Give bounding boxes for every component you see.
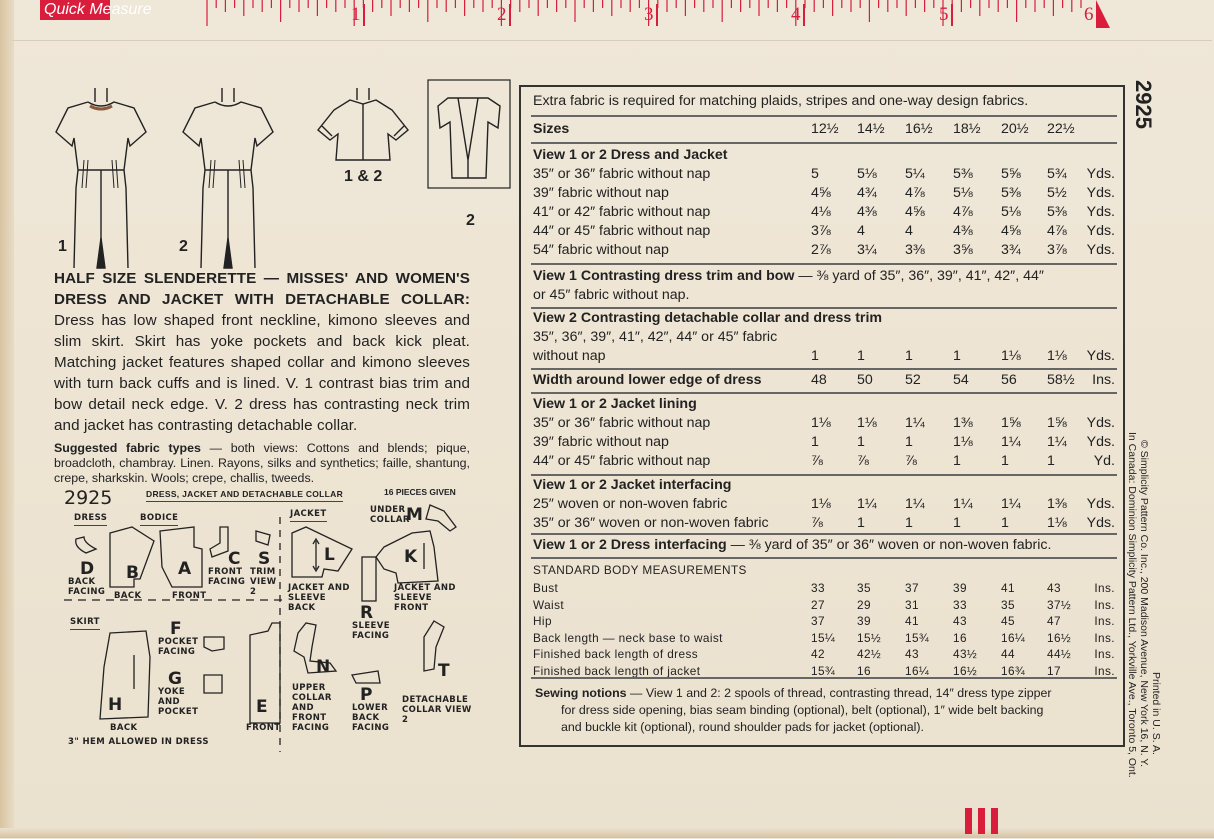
divider [531, 474, 1117, 476]
pattern-description [54, 268, 470, 436]
row-label: 39″ fabric without nap [533, 434, 669, 450]
piece-name-R: SLEEVE FACING [352, 621, 390, 641]
cell-value: 1¼ [1001, 496, 1021, 512]
cell-value: 3⅝ [953, 242, 973, 258]
row-label: Waist [533, 597, 565, 612]
unit: Ins. [1094, 647, 1115, 661]
cell-value: 1⅛ [1047, 348, 1067, 364]
cell-value: 4⅝ [811, 185, 831, 201]
cell-value: 4⅜ [857, 204, 877, 220]
piece-name-G: YOKE AND POCKET [158, 687, 199, 717]
piece-letter-S: S [258, 549, 271, 569]
row-label: 35″ or 36″ fabric without nap [533, 166, 711, 182]
cell-value: 33 [811, 581, 825, 595]
garment-illustrations [50, 88, 510, 268]
cell-value: 5⅜ [1047, 204, 1067, 220]
piece-letter-M: M [406, 505, 423, 525]
row-label: 35″ or 36″ fabric without nap [533, 415, 711, 431]
cell-value: 39 [857, 614, 871, 628]
cell-value: 1⅛ [811, 496, 831, 512]
cell-value: 4⅛ [811, 204, 831, 220]
cell-value: ⅞ [857, 453, 869, 469]
cell-value: 5⅛ [1001, 204, 1021, 220]
divider [531, 392, 1117, 394]
piece-letter-P: P [360, 685, 373, 705]
cell-value: 35 [1001, 597, 1015, 612]
cell-value: 1¼ [1047, 434, 1067, 450]
cell-value: 17 [1047, 663, 1061, 678]
cell-value: 5⅛ [953, 185, 973, 201]
cell-value: 15½ [857, 630, 882, 645]
unit: Yds. [1086, 242, 1115, 258]
row-label: 54″ fabric without nap [533, 242, 669, 258]
unit: Ins. [1094, 663, 1115, 678]
piece-name-S: TRIM VIEW 2 [250, 567, 277, 597]
canada-line: In Canada: Dominion Simplicity Pattern Ltd., Yorkville Ave., Toronto 5, Ont. [1126, 432, 1138, 778]
row-label: 25″ woven or non-woven fabric [533, 496, 728, 512]
cell-value: 37 [811, 614, 825, 628]
divider [531, 142, 1117, 144]
cell-value: 44 [1001, 647, 1015, 661]
piece-name-E: FRONT [246, 723, 281, 733]
piece-letter-T: T [438, 661, 450, 681]
fold-line [12, 40, 1212, 41]
cell-value: 1⅛ [1001, 348, 1021, 364]
cell-value: 43 [1047, 581, 1061, 595]
side-pattern-number: 2925 [1131, 80, 1156, 129]
pieces-title: DRESS, JACKET AND DETACHABLE COLLAR [146, 489, 343, 502]
row-label: Finished back length of dress [533, 647, 699, 661]
row-label: 39″ fabric without nap [533, 185, 669, 201]
piece-letter-C: C [228, 549, 241, 569]
cell-value: 4 [857, 223, 865, 239]
view-label-2: 2 [179, 238, 188, 255]
heading-text: View 1 or 2 Jacket interfacing [533, 477, 732, 493]
cell-value: 1⅛ [811, 415, 831, 431]
cell-value: 15¾ [811, 663, 836, 678]
cell-value: 37½ [1047, 597, 1072, 612]
section-jacket: JACKET [290, 509, 327, 522]
section-dress: DRESS [74, 513, 107, 526]
piece-name-M: UNDER COLLAR [370, 505, 410, 525]
jacket-illustration [318, 88, 408, 160]
size-col: 18½ [953, 121, 981, 137]
divider [531, 263, 1117, 265]
cell-value: 41 [1001, 581, 1015, 595]
unit: Yds. [1086, 223, 1115, 239]
pieces-count: 16 PIECES GIVEN [384, 487, 456, 497]
unit: Yds. [1086, 204, 1115, 220]
pattern-pieces-diagram [54, 487, 494, 757]
piece-name-F: POCKET FACING [158, 637, 199, 657]
piece-letter-R: R [360, 603, 374, 623]
cell-value: 47 [1047, 614, 1061, 628]
cell-value: 4 [905, 223, 913, 239]
unit: Yds. [1086, 496, 1115, 512]
cell-value: ⅞ [811, 515, 823, 531]
cell-value: 4¾ [857, 185, 877, 201]
cell-value: 2⅞ [811, 242, 831, 258]
piece-letter-L: L [324, 545, 335, 565]
cell-value: 1 [953, 348, 961, 364]
cell-value: 16¼ [905, 663, 930, 678]
cell-value: 41 [905, 614, 919, 628]
cell-value: 1⅛ [857, 415, 877, 431]
piece-name-P: LOWER BACK FACING [352, 703, 390, 733]
ruler-ticks [0, 0, 1214, 30]
ruler-number-4: 4 [791, 4, 801, 25]
cell-value: 1⅛ [1047, 515, 1067, 531]
pattern-title: HALF SIZE SLENDERETTE — MISSES' AND WOMEN'S DRESS AND JACKET WITH DETACHABLE COLLAR: [54, 270, 470, 308]
view-label-1: 1 [58, 238, 67, 255]
cell-value: 43 [953, 614, 967, 628]
cell-value: 1¼ [857, 496, 877, 512]
piece-letter-B: B [126, 563, 139, 583]
piece-name-D: BACK FACING [68, 577, 106, 597]
suggested-fabrics-text: — both views: Cottons and blends; pique, broadcloth, chambray. Linen. Rayons, silks and synthetics; faille, shantung, crepe, sharkskin. Wools; crepe, challis, tweeds. [54, 441, 470, 485]
yardage-chart: Extra fabric is required for matching plaids, stripes and one-way design fabrics. Sizes 12½ 14½ 16½ 18½ 20½ 22½ View 1 or 2 Dress and Jacket 35″ or 36″ fabric without nap 5 5⅛ 5¼ 5⅜ 5⅝ 5¾ Yds. 39″ fabric without nap 4⅝ 4¾ 4⅞ 5⅛ 5⅜ 5½ Yds. 41″ or 42″ fabric without nap 4⅛ 4⅜ 4⅝ 4⅞ 5⅛ 5⅜ Yds. 44″ or 45″ fabric without nap 3⅞ 4 4 4⅜ 4⅝ 4⅞ Yds. 54″ fabric without nap 2⅞ 3¼ 3⅜ 3⅝ 3¾ 3⅞ Yds. View 1 Contrasting dress trim and bow — ⅜ yard of 35″, 36″, 39″, 41″, 42″, 44″ or 45″ fabric without nap. View 2 Contrasting detachable collar and dress trim 35″, 36″, 39″, 41″, 42″, 44″ or 45″ fabric without nap 1 1 1 1 1⅛ 1⅛ Yds. Width around lower edge of dress 48 50 52 54 56 58½ Ins. View 1 or 2 Jacket lining 35″ or 36″ fabric without nap 1⅛ 1⅛ 1¼ 1⅜ 1⅝ 1⅝ Yds. 39″ fabric without nap 1 1 1 1⅛ 1¼ 1¼ Yds. 44″ or 45″ fabric without nap ⅞ ⅞ ⅞ 1 1 1 Yd. View 1 or 2 Jacket interfacing 25″ woven or non-woven fabric 1⅛ 1¼ 1¼ 1¼ 1¼ 1⅜ Yds. 35″ or 36″ woven or non-woven fabric ⅞ 1 1 1 1 1⅛ Yds. View 1 or 2 Dress interfacing — ⅜ yard of 35″ or 36″ woven or non-woven fabric. STANDARD BODY MEASUREMENTS Bust 33 35 37 39 41 43 Ins. Waist 27 29 31 33 35 37½ Ins. Hip 37 39 41 43 45 47 Ins. Back length — neck base to waist 15¼ 15½ 15¾ 16 16¼ 16½ Ins. Finished back length of dress 42 42½ 43 43½ 44 44½ Ins. Finished back length of jacket 15¾ 16 16¼ 16½ 16¾ 17 Ins. Sewing notions — View 1 and 2: 2 spools of thread, contrasting thread, 14″ dress type zipper for dress side opening, bias seam binding (optional), belt (optional), 1″ wide belt backing and buckle kit (optional), round shoulder pads for jacket (optional). [519, 85, 1125, 747]
row-label: Bust [533, 581, 559, 595]
cell-value: 39 [953, 581, 967, 595]
row-label: 41″ or 42″ fabric without nap [533, 204, 711, 220]
cell-value: 1⅝ [1001, 415, 1021, 431]
unit: Ins. [1094, 597, 1115, 612]
cell-value: 52 [905, 372, 921, 388]
piece-name-B: BACK [114, 591, 142, 601]
cell-value: 1 [857, 348, 865, 364]
divider [531, 557, 1117, 559]
piece-letter-K: K [404, 547, 418, 567]
cell-value: 3¼ [857, 242, 877, 258]
piece-name-T: DETACHABLE COLLAR VIEW 2 [402, 695, 472, 725]
piece-letter-H: H [108, 695, 123, 715]
piece-letter-G: G [168, 669, 182, 689]
quick-measure-ruler [0, 0, 1214, 30]
row-label: Finished back length of jacket [533, 663, 701, 678]
cell-value: 3⅜ [905, 242, 925, 258]
cell-value: 4⅜ [953, 223, 973, 239]
divider [531, 677, 1117, 679]
ruler-number-5: 5 [939, 4, 949, 25]
piece-letter-E: E [256, 697, 268, 717]
red-index-marks [965, 808, 1004, 839]
unit: Ins. [1094, 630, 1115, 645]
cell-value: 1 [1047, 453, 1055, 469]
printed-in-usa: Printed in U. S. A. [1150, 672, 1162, 755]
cell-value: 1 [857, 434, 865, 450]
cell-value: 1⅜ [953, 415, 973, 431]
section-skirt: SKIRT [70, 617, 100, 630]
cell-value: 1 [905, 348, 913, 364]
size-col: 22½ [1047, 121, 1075, 137]
cell-value: 33 [953, 597, 967, 612]
heading-text: View 1 or 2 Dress and Jacket [533, 147, 728, 163]
cell-value: 4⅞ [953, 204, 973, 220]
row-label: 44″ or 45″ fabric without nap [533, 453, 711, 469]
section-bodice: BODICE [140, 513, 178, 526]
cell-value: 1¼ [905, 496, 925, 512]
cell-value: 3⅞ [1047, 242, 1067, 258]
cell-value: 16½ [953, 663, 978, 678]
cell-value: 56 [1001, 372, 1017, 388]
copyright-line: © Simplicity Pattern Co. Inc., 200 Madison Avenue, New York 16, N. Y. [1138, 440, 1150, 767]
piece-name-H: BACK [110, 723, 138, 733]
sewing-notions: Sewing notions — View 1 and 2: 2 spools of thread, contrasting thread, 14″ dress type zipper for dress side opening, bias seam binding (optional), belt (optional), 1″ wide belt backing and buckle kit (optional), round shoulder pads for jacket (optional). [535, 686, 1052, 734]
cell-value: 48 [811, 372, 827, 388]
cell-value: 27 [811, 597, 825, 612]
cell-value: 4⅞ [905, 185, 925, 201]
ruler-end-triangle-icon [1094, 0, 1114, 30]
cell-value: 1 [811, 348, 819, 364]
cell-value: 29 [857, 597, 871, 612]
piece-letter-F: F [170, 619, 182, 639]
cell-value: 58½ [1047, 372, 1075, 388]
cell-value: 5⅜ [953, 166, 973, 182]
divider [531, 307, 1117, 309]
cell-value: 5⅛ [857, 166, 877, 182]
cell-value: ⅞ [905, 453, 917, 469]
row-label: 44″ or 45″ fabric without nap [533, 223, 711, 239]
cell-value: 15¾ [905, 630, 930, 645]
cell-value: 5¾ [1047, 166, 1067, 182]
suggested-fabrics [54, 441, 470, 486]
cell-value: 42½ [857, 647, 882, 661]
cell-value: 45 [1001, 614, 1015, 628]
quick-measure-badge: Quick Measure [40, 0, 110, 20]
size-col: 14½ [857, 121, 885, 137]
ruler-number-3: 3 [644, 4, 654, 25]
worn-left-edge [0, 0, 14, 838]
cell-value: 37 [905, 581, 919, 595]
cell-value: 1¼ [905, 415, 925, 431]
cell-value: 43 [905, 647, 919, 661]
piece-name-A: FRONT [172, 591, 207, 601]
unit: Yds. [1086, 415, 1115, 431]
cell-value: 1⅛ [953, 434, 973, 450]
cell-value: ⅞ [811, 453, 823, 469]
piece-name-K: JACKET AND SLEEVE FRONT [394, 583, 456, 613]
piece-name-N: UPPER COLLAR AND FRONT FACING [292, 683, 332, 733]
size-col: 16½ [905, 121, 933, 137]
cell-value: 1 [953, 453, 961, 469]
unit: Yds. [1086, 166, 1115, 182]
unit: Yds. [1086, 348, 1115, 364]
ruler-number-6: 6 [1084, 4, 1094, 25]
hem-note: 3" HEM ALLOWED IN DRESS [68, 737, 209, 747]
cell-value: 42 [811, 647, 825, 661]
cell-value: 16¼ [1001, 630, 1026, 645]
cell-value: 1 [811, 434, 819, 450]
cell-value: 1 [905, 515, 913, 531]
pattern-number: 2925 [64, 487, 113, 509]
piece-letter-D: D [80, 559, 95, 579]
row-label: Hip [533, 614, 552, 628]
divider [531, 533, 1117, 535]
cell-value: 16¾ [1001, 663, 1026, 678]
cell-value: 4⅝ [905, 204, 925, 220]
cell-value: 1⅝ [1047, 415, 1067, 431]
unit: Yds. [1086, 434, 1115, 450]
unit: Ins. [1094, 581, 1115, 595]
cell-value: 1 [857, 515, 865, 531]
cell-value: 5¼ [905, 166, 925, 182]
cell-value: 5 [811, 166, 819, 182]
piece-name-L: JACKET AND SLEEVE BACK [288, 583, 350, 613]
dress-view-1-illustration [56, 88, 146, 268]
cell-value: 50 [857, 372, 873, 388]
heading-text: STANDARD BODY MEASUREMENTS [533, 563, 747, 577]
cell-value: 15¼ [811, 630, 836, 645]
pattern-description-body: Dress has low shaped front neckline, kimono sleeves and slim skirt. Skirt has yoke pockets and back kick pleat. Matching jacket features shaped collar and kimono sleeves with turn back cuffs and is lined. V. 1 contrast bias trim and bow detail neck edge. V. 2 dress has contrasting neck trim and jacket has contrasting detachable collar. [54, 312, 470, 434]
jacket-collar-view-2-illustration [428, 80, 510, 188]
cell-value: 4⅞ [1047, 223, 1067, 239]
cell-value: 16 [953, 630, 967, 645]
ruler-number-2: 2 [497, 4, 507, 25]
cell-value: 1⅜ [1047, 496, 1067, 512]
worn-bottom-edge [0, 828, 1214, 838]
unit: Yds. [1086, 515, 1115, 531]
cell-value: 3¾ [1001, 242, 1021, 258]
cell-value: 16 [857, 663, 871, 678]
cell-value: 31 [905, 597, 919, 612]
cell-value: 16½ [1047, 630, 1072, 645]
row-label: 35″ or 36″ woven or non-woven fabric [533, 515, 769, 531]
cell-value: 5⅜ [1001, 185, 1021, 201]
suggested-fabrics-label: Suggested fabric types [54, 441, 201, 455]
cell-value: 43½ [953, 647, 978, 661]
divider [531, 115, 1117, 117]
cell-value: 1 [905, 434, 913, 450]
cell-value: 4⅝ [1001, 223, 1021, 239]
cell-value: 1¼ [953, 496, 973, 512]
unit: Ins. [1092, 372, 1115, 388]
piece-letter-N: N [316, 657, 331, 677]
size-col: 12½ [811, 121, 839, 137]
cell-value: 1¼ [1001, 434, 1021, 450]
cell-value: 1 [1001, 453, 1009, 469]
cell-value: 35 [857, 581, 871, 595]
cell-value: 3⅞ [811, 223, 831, 239]
piece-name-C: FRONT FACING [208, 567, 246, 587]
dress-view-2-illustration [183, 88, 273, 268]
unit: Yd. [1093, 453, 1115, 469]
unit: Ins. [1094, 614, 1115, 628]
cell-value: 54 [953, 372, 969, 388]
heading-text: View 1 or 2 Jacket lining [533, 396, 697, 412]
view-label-2-collar: 2 [466, 212, 475, 229]
view-label-1-and-2: 1 & 2 [344, 168, 383, 185]
unit: Yds. [1086, 185, 1115, 201]
piece-letter-A: A [178, 559, 192, 579]
cell-value: 5⅝ [1001, 166, 1021, 182]
cell-value: 1 [1001, 515, 1009, 531]
cell-value: 44½ [1047, 647, 1072, 661]
cell-value: 5½ [1047, 185, 1067, 201]
ruler-number-1: 1 [351, 4, 361, 25]
row-label: Back length — neck base to waist [533, 630, 723, 645]
divider [531, 368, 1117, 370]
size-col: 20½ [1001, 121, 1029, 137]
cell-value: 1 [953, 515, 961, 531]
